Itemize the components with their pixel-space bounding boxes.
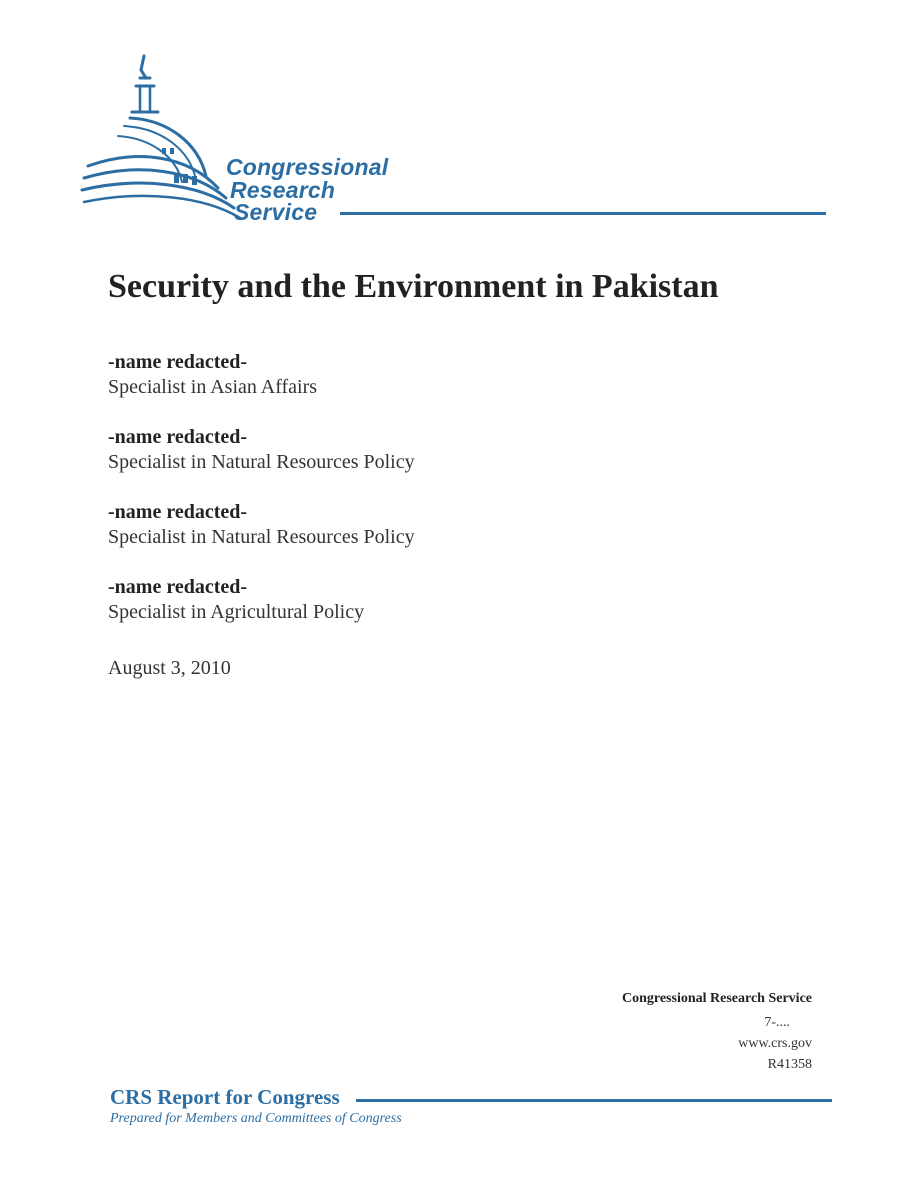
- author-name: -name redacted-: [108, 576, 248, 598]
- report-title: Security and the Environment in Pakistan: [108, 268, 719, 305]
- author-block: [108, 575, 808, 650]
- author-role: Specialist in Asian Affairs: [108, 376, 318, 398]
- author-name: -name redacted-: [108, 351, 248, 373]
- author-block: [108, 350, 808, 425]
- footer-title: CRS Report for Congress: [110, 1085, 340, 1109]
- imprint-url: www.crs.gov: [738, 1036, 812, 1051]
- logo-line-research: Research: [230, 177, 336, 203]
- author-list: [108, 350, 808, 650]
- footer-rule: [356, 1099, 832, 1102]
- logo-line-congressional: Congressional: [226, 154, 389, 180]
- capitol-dome-icon: [78, 48, 248, 228]
- imprint-code: 7-....: [764, 1015, 790, 1030]
- author-block: [108, 500, 808, 575]
- author-block: [108, 425, 808, 500]
- author-role: Specialist in Agricultural Policy: [108, 601, 365, 623]
- imprint-org: Congressional Research Service: [621, 991, 812, 1006]
- imprint-block: [412, 990, 812, 1075]
- logo-rule: [340, 212, 826, 215]
- report-date: August 3, 2010: [108, 657, 231, 679]
- author-name: -name redacted-: [108, 501, 248, 523]
- footer: [110, 1085, 832, 1135]
- report-number: R41358: [767, 1057, 812, 1072]
- author-role: Specialist in Natural Resources Policy: [108, 526, 415, 548]
- author-name: -name redacted-: [108, 426, 248, 448]
- logo-line-service: Service: [234, 199, 318, 225]
- footer-subtitle: Prepared for Members and Committees of Congress: [110, 1111, 402, 1126]
- author-role: Specialist in Natural Resources Policy: [108, 451, 415, 473]
- crs-logo: [78, 48, 838, 228]
